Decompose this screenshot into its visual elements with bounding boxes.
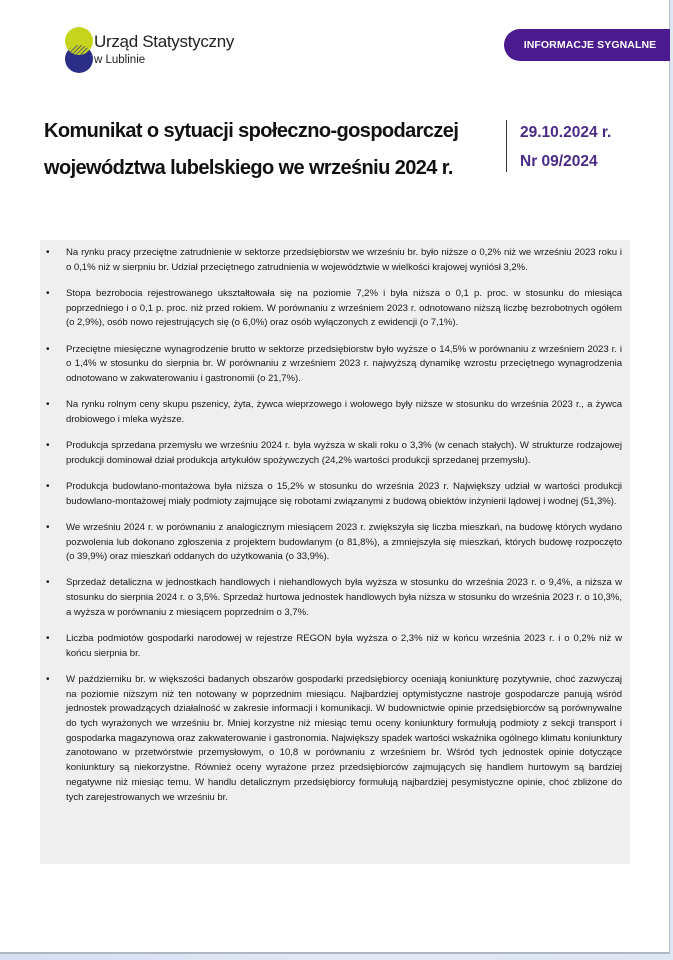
document-title	[44, 113, 484, 187]
bullet-icon: •	[46, 287, 50, 299]
item-text: Produkcja budowlano-montażowa była niższa o 15,2% w stosunku do września 2023 r. Największy udział w wartości produkcji budowlano-montażowej miały podmioty zajmujące się robotami związanymi z budową obiektów inżynierii lądowej i wodnej (51,3%).	[66, 480, 622, 507]
list-item	[40, 246, 630, 275]
item-text: We wrześniu 2024 r. w porównaniu z analogicznym miesiącem 2023 r. zwiększyła się liczba mieszkań, na budowę których wydano pozwolenia lub dokonano zgłoszenia z projektem budowlanym (o 81,8%), a zmniejszyła się mieszkań, których budowę rozpoczęto (o 39,9%) oraz mieszkań oddanych do użytkowania (o 33,9%).	[66, 521, 622, 563]
publication-number: Nr 09/2024	[520, 153, 598, 170]
summary-box	[40, 240, 630, 864]
list-item	[40, 398, 630, 427]
bullet-icon: •	[46, 480, 50, 492]
item-text: Produkcja sprzedana przemysłu we wrześniu 2024 r. była wyższa w skali roku o 3,3% (w cenach stałych). W strukturze rodzajowej produkcji dominował dział produkcja artykułów spożywczych (24,2% wartości produkcji sprzedanej przemysłu).	[66, 440, 622, 466]
logo	[64, 24, 264, 80]
list-item	[40, 439, 630, 468]
item-text: Sprzedaż detaliczna w jednostkach handlowych i niehandlowych była wyższa w stosunku do września 2023 r. o 9,4%, a niższa w stosunku do sierpnia 2024 r. o 3,5%. Sprzedaż hurtowa jednostek handlowych była niższa w stosunku do września 2023 r. o 10,3%, a wyższa w porównaniu z miesiącem poprzednim o 3,7%.	[66, 577, 622, 618]
list-item	[40, 343, 630, 387]
publication-date: 29.10.2024 r.	[520, 124, 612, 141]
item-text: W październiku br. w większości badanych obszarów gospodarki przedsiębiorcy oceniają koniunkturę pozytywnie, choć zazwyczaj na poziomie niższym niż ten notowany w poprzednim miesiącu. Najbardziej optymistyczne nastroje gospodarcze panują wśród jednostek prowadzących działalność w zakresie informacji i komunikacji. W budownictwie opinie przedsiębiorców są porównywalne do tych wyrażonych we wrześniu br. Mniej korzystne niż miesiąc temu oceny koniunktury formułują podmioty z sekcji transport i gospodarka magazynowa oraz zakwaterowanie i gastronomia. Największy spadek wartości wskaźnika ogólnego klimatu koniunktury zanotowano w przetwórstwie przemysłowym, o 10,8 w porównaniu z wrześniem br. Wśród tych jednostek opinie dotyczące koniunktury są niekorzystne. Również oceny wyrażone przez przedsiębiorców zajmujących się handlem hurtowym są bardziej negatywne niż miesiąc temu. W handlu detalicznym przedsiębiorcy formułują najbardziej pesymistyczne opinie, choć zbliżone do tych zarejestrowanych we wrześniu br.	[66, 673, 622, 803]
bullet-icon: •	[46, 399, 50, 411]
title-line-1: Komunikat o sytuacji społeczno-gospodarczej	[44, 120, 459, 142]
org-name: Urząd Statystyczny	[94, 32, 235, 51]
list-item	[40, 287, 630, 331]
divider	[506, 120, 507, 172]
bullet-icon: •	[46, 247, 50, 258]
item-text: Na rynku pracy przeciętne zatrudnienie w sektorze przedsiębiorstw we wrześniu br. było niższe o 0,2% niż we wrześniu 2023 roku i o 0,1% niż w sierpniu br. Udział przeciętnego zatrudnienia w województwie w wielkości krajowej wyniósł 3,2%.	[66, 247, 622, 273]
item-text: Liczba podmiotów gospodarki narodowej w rejestrze REGON była wyższa o 2,3% niż w końcu września 2023 r. i o 0,2% niż w końcu sierpnia br.	[66, 633, 622, 659]
bullet-icon: •	[46, 577, 50, 589]
bullet-icon: •	[46, 633, 50, 645]
list-item	[40, 521, 630, 565]
bullet-icon: •	[46, 673, 50, 685]
section-badge: INFORMACJE SYGNALNE	[504, 29, 670, 61]
list-item	[40, 480, 630, 509]
item-text: Stopa bezrobocia rejestrowanego ukształtowała się na poziomie 7,2% i była niższa o 0,1 p. proc. w stosunku do miesiąca poprzedniego i o 0,1 p. proc. niż przed rokiem. W porównaniu z wrześniem 2023 r. odnotowano niższą liczbę bezrobotnych ogółem (o 2,9%), osób nowo rejestrujących się (o 6,0%) oraz osób wyłączonych z ewidencji (o 7,1%).	[66, 287, 622, 329]
item-text: Przeciętne miesięczne wynagrodzenie brutto w sektorze przedsiębiorstw było wyższe o 14,5% w porównaniu z wrześniem 2023 r. i o 1,4% w stosunku do sierpnia br. W porównaniu z wrześniem 2023 r. najwyższą dynamikę wzrostu przeciętnego wynagrodzenia odnotowano w zakwaterowaniu i gastronomii (o 21,7%).	[66, 343, 622, 384]
list-item	[40, 576, 630, 620]
logo-circles-icon	[64, 24, 94, 80]
summary-list	[40, 246, 630, 817]
document-meta	[520, 118, 611, 176]
org-subtitle: w Lublinie	[94, 54, 146, 66]
item-text: Na rynku rolnym ceny skupu pszenicy, żyta, żywca wieprzowego i wołowego były niższe w stosunku do września 2023 r., a żywca drobiowego i mleka wyższe.	[66, 399, 622, 425]
title-line-2: województwa lubelskiego we wrześniu 2024 r.	[44, 157, 453, 179]
bullet-icon: •	[46, 440, 50, 452]
bullet-icon: •	[46, 521, 50, 533]
bullet-icon: •	[46, 343, 50, 355]
list-item	[40, 673, 630, 805]
list-item	[40, 632, 630, 661]
